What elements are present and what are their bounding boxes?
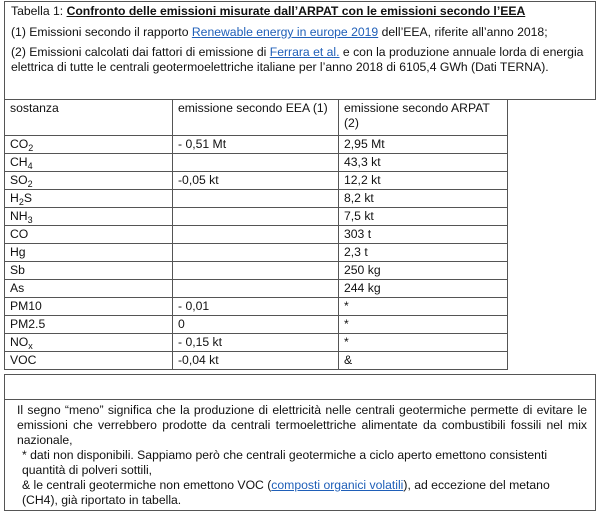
substance-subscript: 2 xyxy=(27,179,33,189)
substance-name: H xyxy=(10,191,19,205)
cell-substance xyxy=(5,298,173,316)
cell-substance xyxy=(5,172,173,190)
caption-prefix: Tabella 1: xyxy=(11,4,67,18)
cell-eea: - 0,15 kt xyxy=(173,334,339,352)
substance-name-tail: S xyxy=(23,191,32,205)
footnote-1-text-b: dell’EEA, riferite all’anno 2018; xyxy=(378,25,548,39)
table-row xyxy=(5,172,508,190)
footnote-1 xyxy=(11,25,590,40)
cell-eea xyxy=(173,280,339,298)
cell-eea xyxy=(173,208,339,226)
cell-substance xyxy=(5,280,173,298)
note-ampersand-text-b: ), ad eccezione del metano (CH4), già riportato in tabella. xyxy=(22,478,550,507)
cell-substance xyxy=(5,244,173,262)
cell-substance xyxy=(5,136,173,154)
table-row xyxy=(5,262,508,280)
footnote-2-text-a: (2) Emissioni calcolati dai fattori di emissione di xyxy=(11,45,270,59)
substance-name: NO xyxy=(10,335,29,349)
notes-box xyxy=(4,399,596,511)
cell-arpat: 43,3 kt xyxy=(339,154,508,172)
cell-arpat: 2,95 Mt xyxy=(339,136,508,154)
cell-substance xyxy=(5,154,173,172)
header-arpat: emissione secondo ARPAT (2) xyxy=(339,100,508,136)
cell-substance xyxy=(5,352,173,370)
substance-name: VOC xyxy=(10,353,37,367)
substance-name: Sb xyxy=(10,263,25,277)
table-row xyxy=(5,190,508,208)
cell-arpat: * xyxy=(339,298,508,316)
footnote-2 xyxy=(11,45,590,75)
cell-substance xyxy=(5,334,173,352)
cell-arpat: * xyxy=(339,316,508,334)
footnote-2-text-b: e con la produzione annuale lorda di energia elettrica di tutte le centrali geotermoelettriche italiane per l’anno 2018 di 6105,4 GWh (Dati TERNA). xyxy=(11,45,584,74)
cell-eea: 0 xyxy=(173,316,339,334)
table-row xyxy=(5,316,508,334)
table-caption-box xyxy=(4,1,596,100)
substance-name: As xyxy=(10,281,25,295)
emissions-table xyxy=(4,99,508,370)
substance-subscript: 2 xyxy=(18,197,24,207)
table-row xyxy=(5,244,508,262)
substance-name: CH xyxy=(10,155,28,169)
substance-subscript: 2 xyxy=(28,143,34,153)
table-row xyxy=(5,334,508,352)
cell-substance xyxy=(5,316,173,334)
cell-eea xyxy=(173,226,339,244)
substance-name: PM2.5 xyxy=(10,317,46,331)
substance-name: CO xyxy=(10,227,29,241)
cell-arpat: 303 t xyxy=(339,226,508,244)
cell-eea: - 0,51 Mt xyxy=(173,136,339,154)
cell-arpat: & xyxy=(339,352,508,370)
table-caption xyxy=(11,4,590,19)
cell-substance xyxy=(5,208,173,226)
cell-eea xyxy=(173,190,339,208)
cell-substance xyxy=(5,262,173,280)
note-minus-sign: Il segno “meno” significa che la produzione di elettricità nelle centrali geotermiche permette di evitare le emissioni che verrebbero prodotte da centrali termoelettriche alimentate da combustibili fossili nel mix nazionale, xyxy=(17,403,587,447)
cell-arpat: 12,2 kt xyxy=(339,172,508,190)
cell-arpat: 8,2 kt xyxy=(339,190,508,208)
header-eea: emissione secondo EEA (1) xyxy=(173,100,339,136)
substance-name: SO xyxy=(10,173,28,187)
table-row xyxy=(5,226,508,244)
substance-name: PM10 xyxy=(10,299,42,313)
substance-subscript: 3 xyxy=(27,215,33,225)
cell-substance xyxy=(5,190,173,208)
cell-eea xyxy=(173,262,339,280)
cell-arpat: 244 kg xyxy=(339,280,508,298)
cell-eea: -0,04 kt xyxy=(173,352,339,370)
caption-title: Confronto delle emissioni misurate dall’ARPAT con le emissioni secondo l’EEA xyxy=(66,4,526,18)
table-row xyxy=(5,352,508,370)
cell-arpat: * xyxy=(339,334,508,352)
cell-arpat: 2,3 t xyxy=(339,244,508,262)
note-ampersand-text-a: & le centrali geotermiche non emettono VOC ( xyxy=(22,478,272,492)
substance-subscript: x xyxy=(28,341,33,351)
cell-eea xyxy=(173,154,339,172)
substance-name: CO xyxy=(10,137,29,151)
note-ampersand xyxy=(17,478,587,508)
cell-arpat: 250 kg xyxy=(339,262,508,280)
table-row xyxy=(5,298,508,316)
cell-eea xyxy=(173,244,339,262)
header-substance: sostanza xyxy=(5,100,173,136)
cell-eea: -0,05 kt xyxy=(173,172,339,190)
cell-arpat: 7,5 kt xyxy=(339,208,508,226)
note-asterisk: * dati non disponibili. Sappiamo però che centrali geotermiche a ciclo aperto emettono consistenti quantità di polveri sottili, xyxy=(22,448,548,477)
table-row xyxy=(5,208,508,226)
table-header-row xyxy=(5,100,508,136)
empty-row-box xyxy=(4,374,596,400)
table-row xyxy=(5,136,508,154)
substance-subscript: 4 xyxy=(27,161,33,171)
substance-name: Hg xyxy=(10,245,26,259)
table-row xyxy=(5,154,508,172)
table-row xyxy=(5,280,508,298)
substance-name: NH xyxy=(10,209,28,223)
voc-link[interactable]: composti organici volatili xyxy=(271,478,404,492)
cell-substance xyxy=(5,226,173,244)
cell-eea: - 0,01 xyxy=(173,298,339,316)
eea-report-link[interactable]: Renewable energy in europe 2019 xyxy=(191,25,379,39)
ferrara-link[interactable]: Ferrara et al. xyxy=(269,45,340,59)
footnote-1-text-a: (1) Emissioni secondo il rapporto xyxy=(11,25,192,39)
